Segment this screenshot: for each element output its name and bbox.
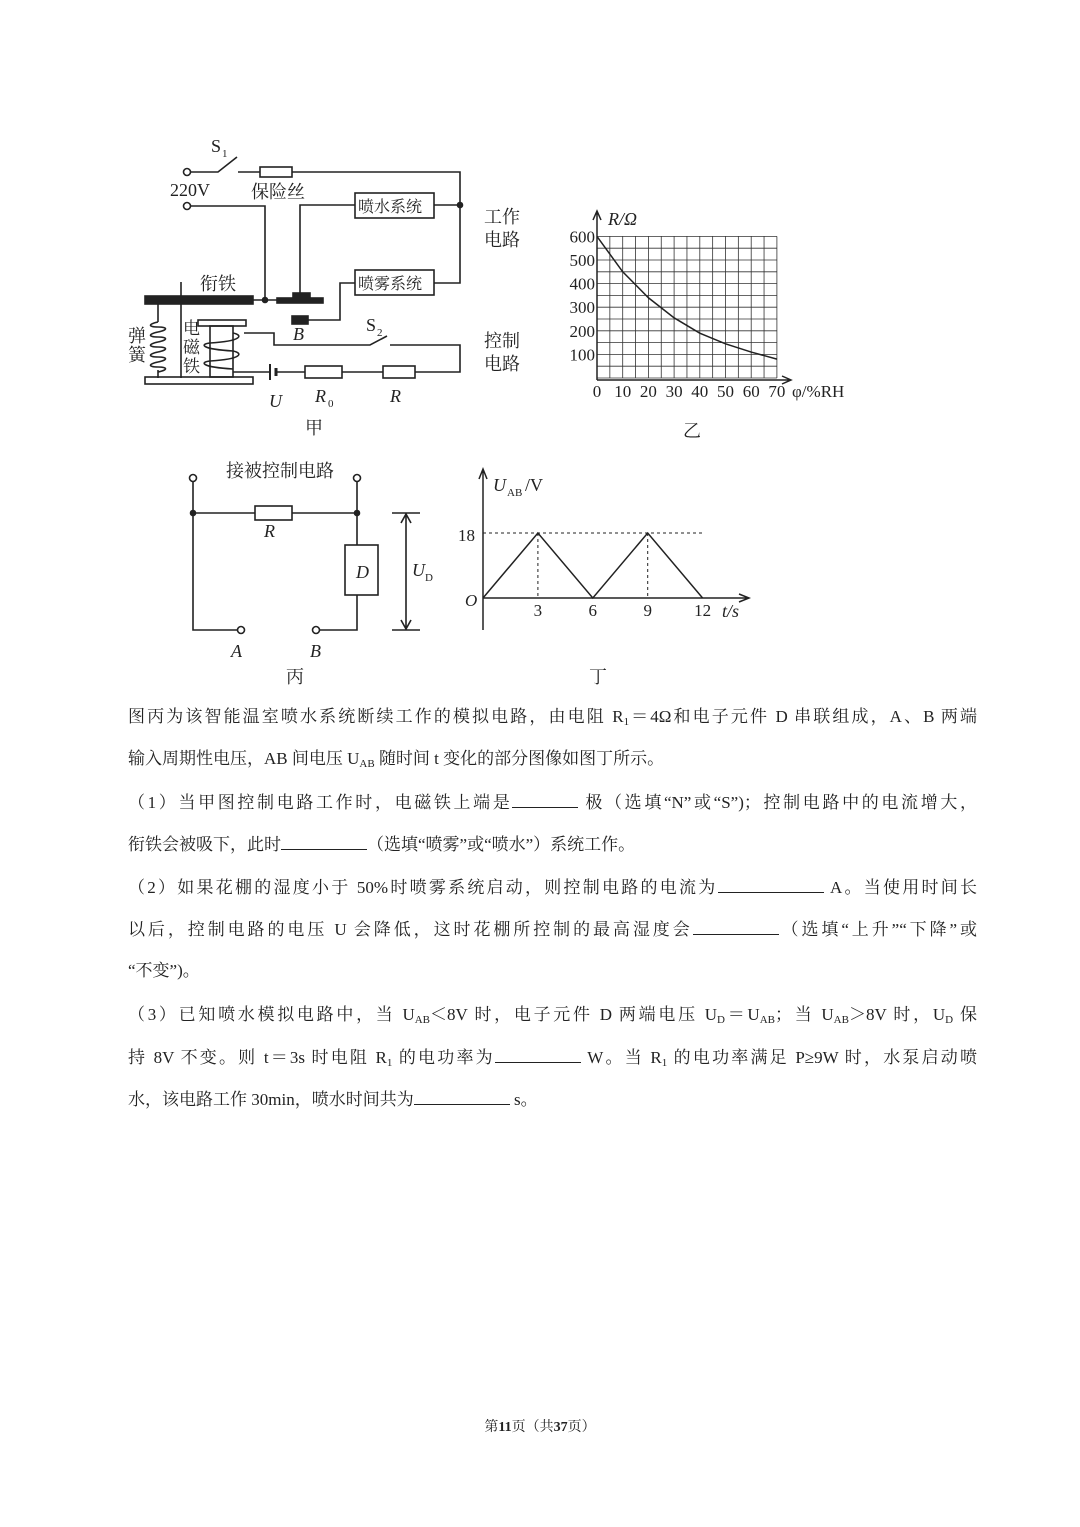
x-tick: 3 [533,601,543,620]
x-axis-label: φ/%RH [792,382,845,401]
text-run: 图丙为该智能温室喷水系统断续工作的模拟电路，由电阻 R [128,707,624,726]
text-line [128,833,977,856]
text-run: ＞8V 时，U [848,1005,946,1024]
terminal-top [184,169,191,176]
x-tick: 30 [665,382,683,401]
armature [145,296,253,304]
text-run: 的电功率满足 P≥9W 时，水泵启动喷 [667,1048,977,1067]
text-line [128,876,977,899]
text-run: 保 [953,1005,978,1024]
text-run: 随时间 t 变化的部分图像如图丁所示。 [374,749,665,768]
text-run: （2）如果花棚的湿度小于 50%时喷雾系统启动，则控制电路的电流为 [128,878,718,897]
x-tick: 10 [614,382,632,401]
text-line [128,748,977,770]
svg-text:弹: 弹 [128,326,146,346]
text-run: 输入周期性电压，AB 间电压 U [128,749,360,768]
svg-text:电路: 电路 [484,354,520,374]
svg-text:电: 电 [183,319,200,338]
svg-text:甲: 甲 [305,418,323,438]
resistor-r [255,506,292,520]
y-tick: 100 [569,345,595,365]
subscript: AB [759,1014,775,1026]
answer-blank [512,791,578,808]
page-number: 11 [498,1420,512,1435]
guide-lines [483,533,703,598]
svg-text:电路: 电路 [484,230,520,250]
text-run: 的电功率为 [392,1048,495,1067]
svg-text:簧: 簧 [128,345,146,365]
text-line [128,918,977,941]
svg-text:0: 0 [328,398,334,410]
magnet-top-plate [198,320,246,326]
x-tick: 20 [639,382,657,401]
subscript: 1 [623,716,630,728]
text-run: 极（选填“N”或“S”)；控制电路中的电流增大， [578,793,977,812]
y-tick: 600 [569,227,595,247]
svg-text:接被控制电路: 接被控制电路 [226,461,334,481]
svg-text:2: 2 [377,327,383,339]
text-line [128,1004,977,1026]
subscript: D [717,1014,725,1026]
footer-mid: 页（共 [511,1420,554,1435]
subscript: AB [833,1014,849,1026]
y-axis-label: R/Ω [608,209,638,229]
voltage-line [483,533,703,598]
text-run: ＝U [725,1005,760,1024]
text-run: ；当 U [775,1005,834,1024]
answer-blank [414,1088,510,1105]
text-line [128,1088,977,1111]
terminal-a [238,627,245,634]
y-tick: 300 [569,298,595,318]
switch-s1 [191,157,237,172]
text-run: （选填“喷雾”或“喷水”）系统工作。 [367,835,636,854]
svg-text:喷水系统: 喷水系统 [358,199,423,216]
svg-text:工作: 工作 [484,207,520,227]
svg-text:AB: AB [507,487,523,499]
subscript: AB [359,758,375,770]
x-tick: 70 [768,382,786,401]
x-axis-label: t/s [722,601,740,621]
spring [151,322,166,372]
text-run: “不变”)。 [128,961,200,980]
svg-text:U: U [412,560,425,580]
figure-bing-circuit [190,475,421,634]
contact-b [292,316,308,324]
figure-caption: 乙 [683,421,701,441]
svg-text:/V: /V [525,475,543,495]
y-tick: 500 [569,251,595,270]
text-run: ＜8V 时，电子元件 D 两端电压 U [430,1005,718,1024]
svg-text:R: R [264,521,275,541]
figure-ding-graph [458,469,749,687]
text-run: A。当使用时间长 [823,878,977,897]
text-run: （3）已知喷水模拟电路中，当 U [128,1005,415,1024]
svg-text:A: A [231,641,242,661]
svg-text:S: S [211,136,222,156]
text-run: ＝4Ω和电子元件 D 串联组成，A、B 两端 [629,707,978,726]
answer-blank [281,833,367,850]
resistor-r0 [305,366,342,378]
svg-text:铁: 铁 [183,357,200,376]
x-tick: 60 [742,382,760,401]
x-tick: 12 [694,601,712,620]
text-line [128,960,977,982]
subscript: AB [414,1014,431,1026]
svg-text:1: 1 [222,148,228,160]
svg-text:D: D [425,572,433,584]
text-run: 以后，控制电路的电压 U 会降低，这时花棚所控制的最高湿度会 [128,920,693,939]
footer-post: 页） [567,1420,596,1435]
terminal-b [313,627,320,634]
svg-text:220V: 220V [170,180,210,200]
subscript: 1 [386,1057,393,1069]
svg-text:U: U [493,475,506,495]
svg-text:保险丝: 保险丝 [251,182,305,202]
svg-text:B: B [293,324,304,344]
svg-text:喷雾系统: 喷雾系统 [358,276,423,293]
page-footer [0,1416,1080,1436]
x-tick: 9 [643,601,652,620]
svg-text:S: S [366,315,377,335]
terminal-bottom [184,203,191,210]
figure-jia-labels [128,136,520,438]
text-line [128,1046,977,1069]
svg-text:D: D [356,562,369,582]
svg-text:U: U [269,391,282,411]
y-tick: 400 [569,274,595,294]
answer-blank [495,1046,581,1063]
text-line [128,791,977,814]
text-run: （选填“上升”“下降”或 [778,920,977,939]
svg-text:B: B [310,641,321,661]
origin-label: O [465,591,478,610]
text-run: 衔铁会被吸下，此时 [128,835,281,854]
x-tick: 0 [592,382,602,401]
answer-blank [718,876,824,893]
answer-blank [693,918,779,935]
x-tick: 40 [691,382,709,401]
y-axis [479,469,487,630]
figure-caption: 丁 [589,667,607,687]
svg-text:R: R [390,386,401,406]
svg-text:R: R [315,386,326,406]
x-tick: 50 [717,382,734,401]
svg-text:衔铁: 衔铁 [200,274,236,294]
text-run: 持 8V 不变。则 t＝3s 时电阻 R [128,1048,387,1067]
text-run: 水，该电路工作 30min，喷水时间共为 [128,1090,414,1109]
base [145,377,253,384]
x-tick: 6 [588,601,598,620]
figure-yi-graph [570,209,845,441]
svg-text:丙: 丙 [286,667,304,687]
text-run: s。 [509,1090,538,1109]
svg-text:磁: 磁 [183,338,200,357]
text-line [128,706,977,728]
text-run: W。当 R [580,1048,662,1067]
figures [0,0,1080,700]
y-tick: 200 [569,321,595,341]
figure-bing-labels [226,461,433,687]
footer-pre: 第 [484,1420,499,1435]
fuse [260,167,292,177]
total-pages: 37 [553,1420,568,1435]
y-tick: 18 [458,526,475,545]
resistor-r [383,366,415,378]
subscript: D [945,1014,954,1026]
subscript: 1 [661,1057,668,1069]
text-run: （1）当甲图控制电路工作时，电磁铁上端是 [128,793,513,812]
svg-text:控制: 控制 [484,331,520,351]
